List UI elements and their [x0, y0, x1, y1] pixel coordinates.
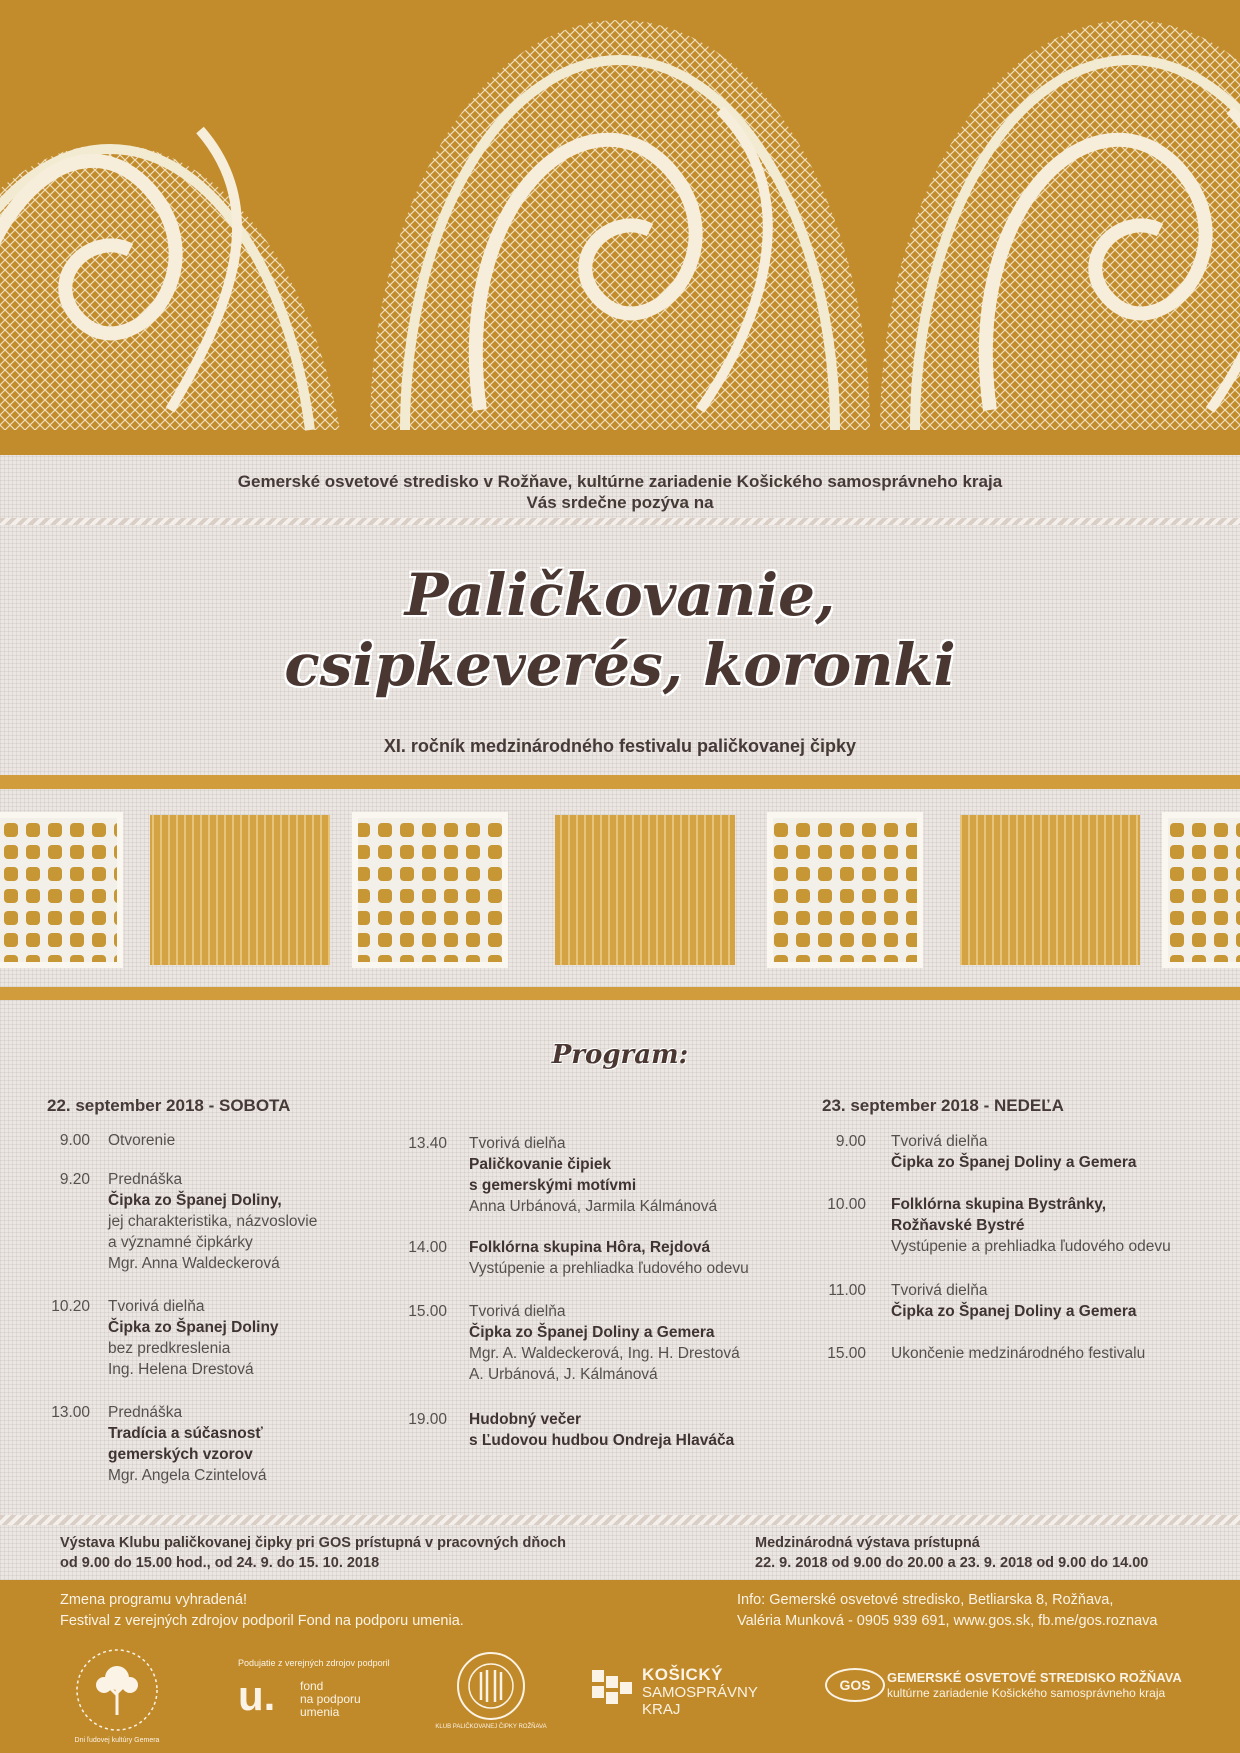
club-exhibition-note: [60, 1533, 566, 1573]
kraj-logo-line: KRAJ: [642, 1701, 681, 1718]
event-line-bold: s Ľudovou hudbou Ondreja Hlaváča: [469, 1432, 735, 1449]
event-time: 11.00: [828, 1282, 866, 1299]
club-exhibition-line-2: od 9.00 do 15.00 hod., od 24. 9. do 15. 10. 2018: [60, 1555, 380, 1571]
event-line-bold: Tradícia a súčasnosť: [108, 1425, 263, 1442]
event-time: 14.00: [408, 1239, 447, 1256]
embroidery-band: [0, 775, 1240, 1003]
event-line: Ing. Helena Drestová: [108, 1361, 254, 1378]
event-time: 19.00: [408, 1411, 447, 1428]
intl-exhibition-line-1: Medzinárodná výstava prístupná: [755, 1535, 980, 1551]
event-line: Tvorivá dielňa: [891, 1133, 988, 1150]
event-time: 10.20: [51, 1298, 90, 1315]
event-line-bold: Čipka zo Španej Doliny a Gemera: [469, 1324, 715, 1341]
event-line: Tvorivá dielňa: [108, 1298, 205, 1315]
event-line: a významné čipkárky: [108, 1234, 253, 1251]
event-line-bold: Hudobný večer: [469, 1411, 581, 1428]
lace-decoration: [0, 0, 1240, 460]
organizer-block: [0, 471, 1240, 513]
info-address: Info: Gemerské osvetové stredisko, Betliarska 8, Rožňava,: [737, 1592, 1114, 1608]
footer: [0, 1580, 1240, 1753]
program-heading: Program:: [551, 1040, 689, 1070]
event-line-bold: s gemerskými motívmi: [469, 1177, 637, 1194]
event-line: jej charakteristika, názvoslovie: [108, 1213, 318, 1230]
event-time: 9.20: [59, 1171, 90, 1188]
klub-logo-text: KLUB PALIČKOVANEJ ČIPKY ROŽŇAVA: [435, 1724, 547, 1730]
fond-logo-line: fond: [300, 1679, 324, 1693]
organizer-text: Gemerské osvetové stredisko v Rožňave, kultúrne zariadenie Košického samosprávneho kraja: [237, 472, 1003, 491]
funding-note: Festival z verejných zdrojov podporil Fond na podporu umenia.: [60, 1613, 464, 1629]
event-line: Vystúpenie a prehliadka ľudového odevu: [891, 1238, 1171, 1255]
event-line: Otvorenie: [108, 1132, 176, 1149]
fond-logo-line: na podporu: [300, 1692, 361, 1706]
footer-info: [737, 1590, 1157, 1632]
event-time: 9.00: [835, 1133, 866, 1150]
program-change-note: Zmena programu vyhradená!: [60, 1592, 247, 1608]
kraj-emblem-icon: [590, 1668, 634, 1712]
event-line: Tvorivá dielňa: [469, 1135, 566, 1152]
embroidery-pattern-image: [0, 775, 1240, 1003]
event-time: 15.00: [408, 1303, 447, 1320]
event-line: Mgr. A. Waldeckerová, Ing. H. Drestová: [469, 1345, 740, 1362]
dni-ludovej-kultury-logo: [72, 1645, 162, 1744]
dni-logo-text: Dni ľudovej kultúry Gemera: [74, 1737, 160, 1744]
bobbin-emblem-icon: [455, 1650, 527, 1722]
info-contact: Valéria Munková - 0905 939 691, www.gos.sk, fb.me/gos.roznava: [737, 1613, 1158, 1629]
event-line-bold: Folklórna skupina Hôra, Rejdová: [469, 1239, 711, 1256]
event-line: Mgr. Angela Czintelová: [108, 1467, 267, 1484]
event-time: 13.40: [408, 1135, 447, 1152]
event-line: bez predkreslenia: [108, 1340, 231, 1357]
fond-logo-line: umenia: [300, 1705, 340, 1719]
title-line-2: csipkeverés, koronki: [284, 631, 956, 699]
event-line-bold: Čipka zo Španej Doliny a Gemera: [891, 1154, 1137, 1171]
lace-pattern-image: [0, 0, 1240, 460]
tree-icon: [72, 1645, 162, 1735]
fond-logo-caption: Podujatie z verejných zdrojov podporil: [238, 1658, 390, 1668]
event-line-bold: Paličkovanie čipiek: [469, 1156, 612, 1173]
intl-exhibition-note: [755, 1533, 1148, 1573]
event-time: 10.00: [827, 1196, 866, 1213]
event-line: Tvorivá dielňa: [891, 1282, 988, 1299]
event-line: Tvorivá dielňa: [469, 1303, 566, 1320]
festival-title: [0, 560, 1240, 700]
club-exhibition-line-1: Výstava Klubu paličkovanej čipky pri GOS prístupná v pracovných dňoch: [60, 1535, 567, 1551]
gos-logo-subtitle: kultúrne zariadenie Košického samosprávneho kraja: [887, 1686, 1166, 1700]
event-line: Vystúpenie a prehliadka ľudového odevu: [469, 1260, 749, 1277]
invite-text: Vás srdečne pozýva na: [526, 493, 714, 512]
kraj-logo-line: KOŠICKÝ: [642, 1665, 723, 1684]
event-line: Ukončenie medzinárodného festivalu: [891, 1345, 1146, 1362]
fond-logo-mark: u.: [238, 1672, 276, 1719]
sunday-heading: 23. september 2018 - NEDEĽA: [822, 1096, 1064, 1115]
event-line-bold: Čipka zo Španej Doliny,: [108, 1192, 282, 1209]
event-line: Anna Urbánová, Jarmila Kálmánová: [469, 1198, 718, 1215]
saturday-heading: 22. september 2018 - SOBOTA: [47, 1096, 291, 1115]
event-time: 9.00: [59, 1132, 90, 1149]
footer-notes: [60, 1590, 464, 1632]
event-line-bold: gemerských vzorov: [108, 1446, 253, 1463]
event-line: Mgr. Anna Waldeckerová: [108, 1255, 280, 1272]
intl-exhibition-line-2: 22. 9. 2018 od 9.00 do 20.00 a 23. 9. 2018 od 9.00 do 14.00: [755, 1555, 1149, 1571]
event-line-bold: Čipka zo Španej Doliny: [108, 1319, 279, 1336]
event-line-bold: Čipka zo Španej Doliny a Gemera: [891, 1303, 1137, 1320]
event-line-bold: Folklórna skupina Bystrânky,: [891, 1196, 1107, 1213]
title-line-1: Paličkovanie,: [404, 561, 836, 629]
fond-na-podporu-umenia-logo: [238, 1658, 390, 1722]
event-line: Prednáška: [108, 1404, 183, 1421]
event-time: 13.00: [51, 1404, 90, 1421]
event-time: 15.00: [827, 1345, 866, 1362]
klub-palickovanej-cipky-logo: [435, 1650, 547, 1730]
event-line-bold: Rožňavské Bystré: [891, 1217, 1025, 1234]
gos-logo-mark: GOS: [825, 1668, 885, 1702]
event-line: A. Urbánová, J. Kálmánová: [469, 1366, 658, 1383]
festival-subtitle: XI. ročník medzinárodného festivalu paličkovanej čipky: [383, 736, 857, 756]
kraj-logo-line: SAMOSPRÁVNY: [642, 1684, 758, 1701]
gos-logo-title: GEMERSKÉ OSVETOVÉ STREDISKO ROŽŇAVA: [887, 1670, 1182, 1685]
event-line: Prednáška: [108, 1171, 183, 1188]
